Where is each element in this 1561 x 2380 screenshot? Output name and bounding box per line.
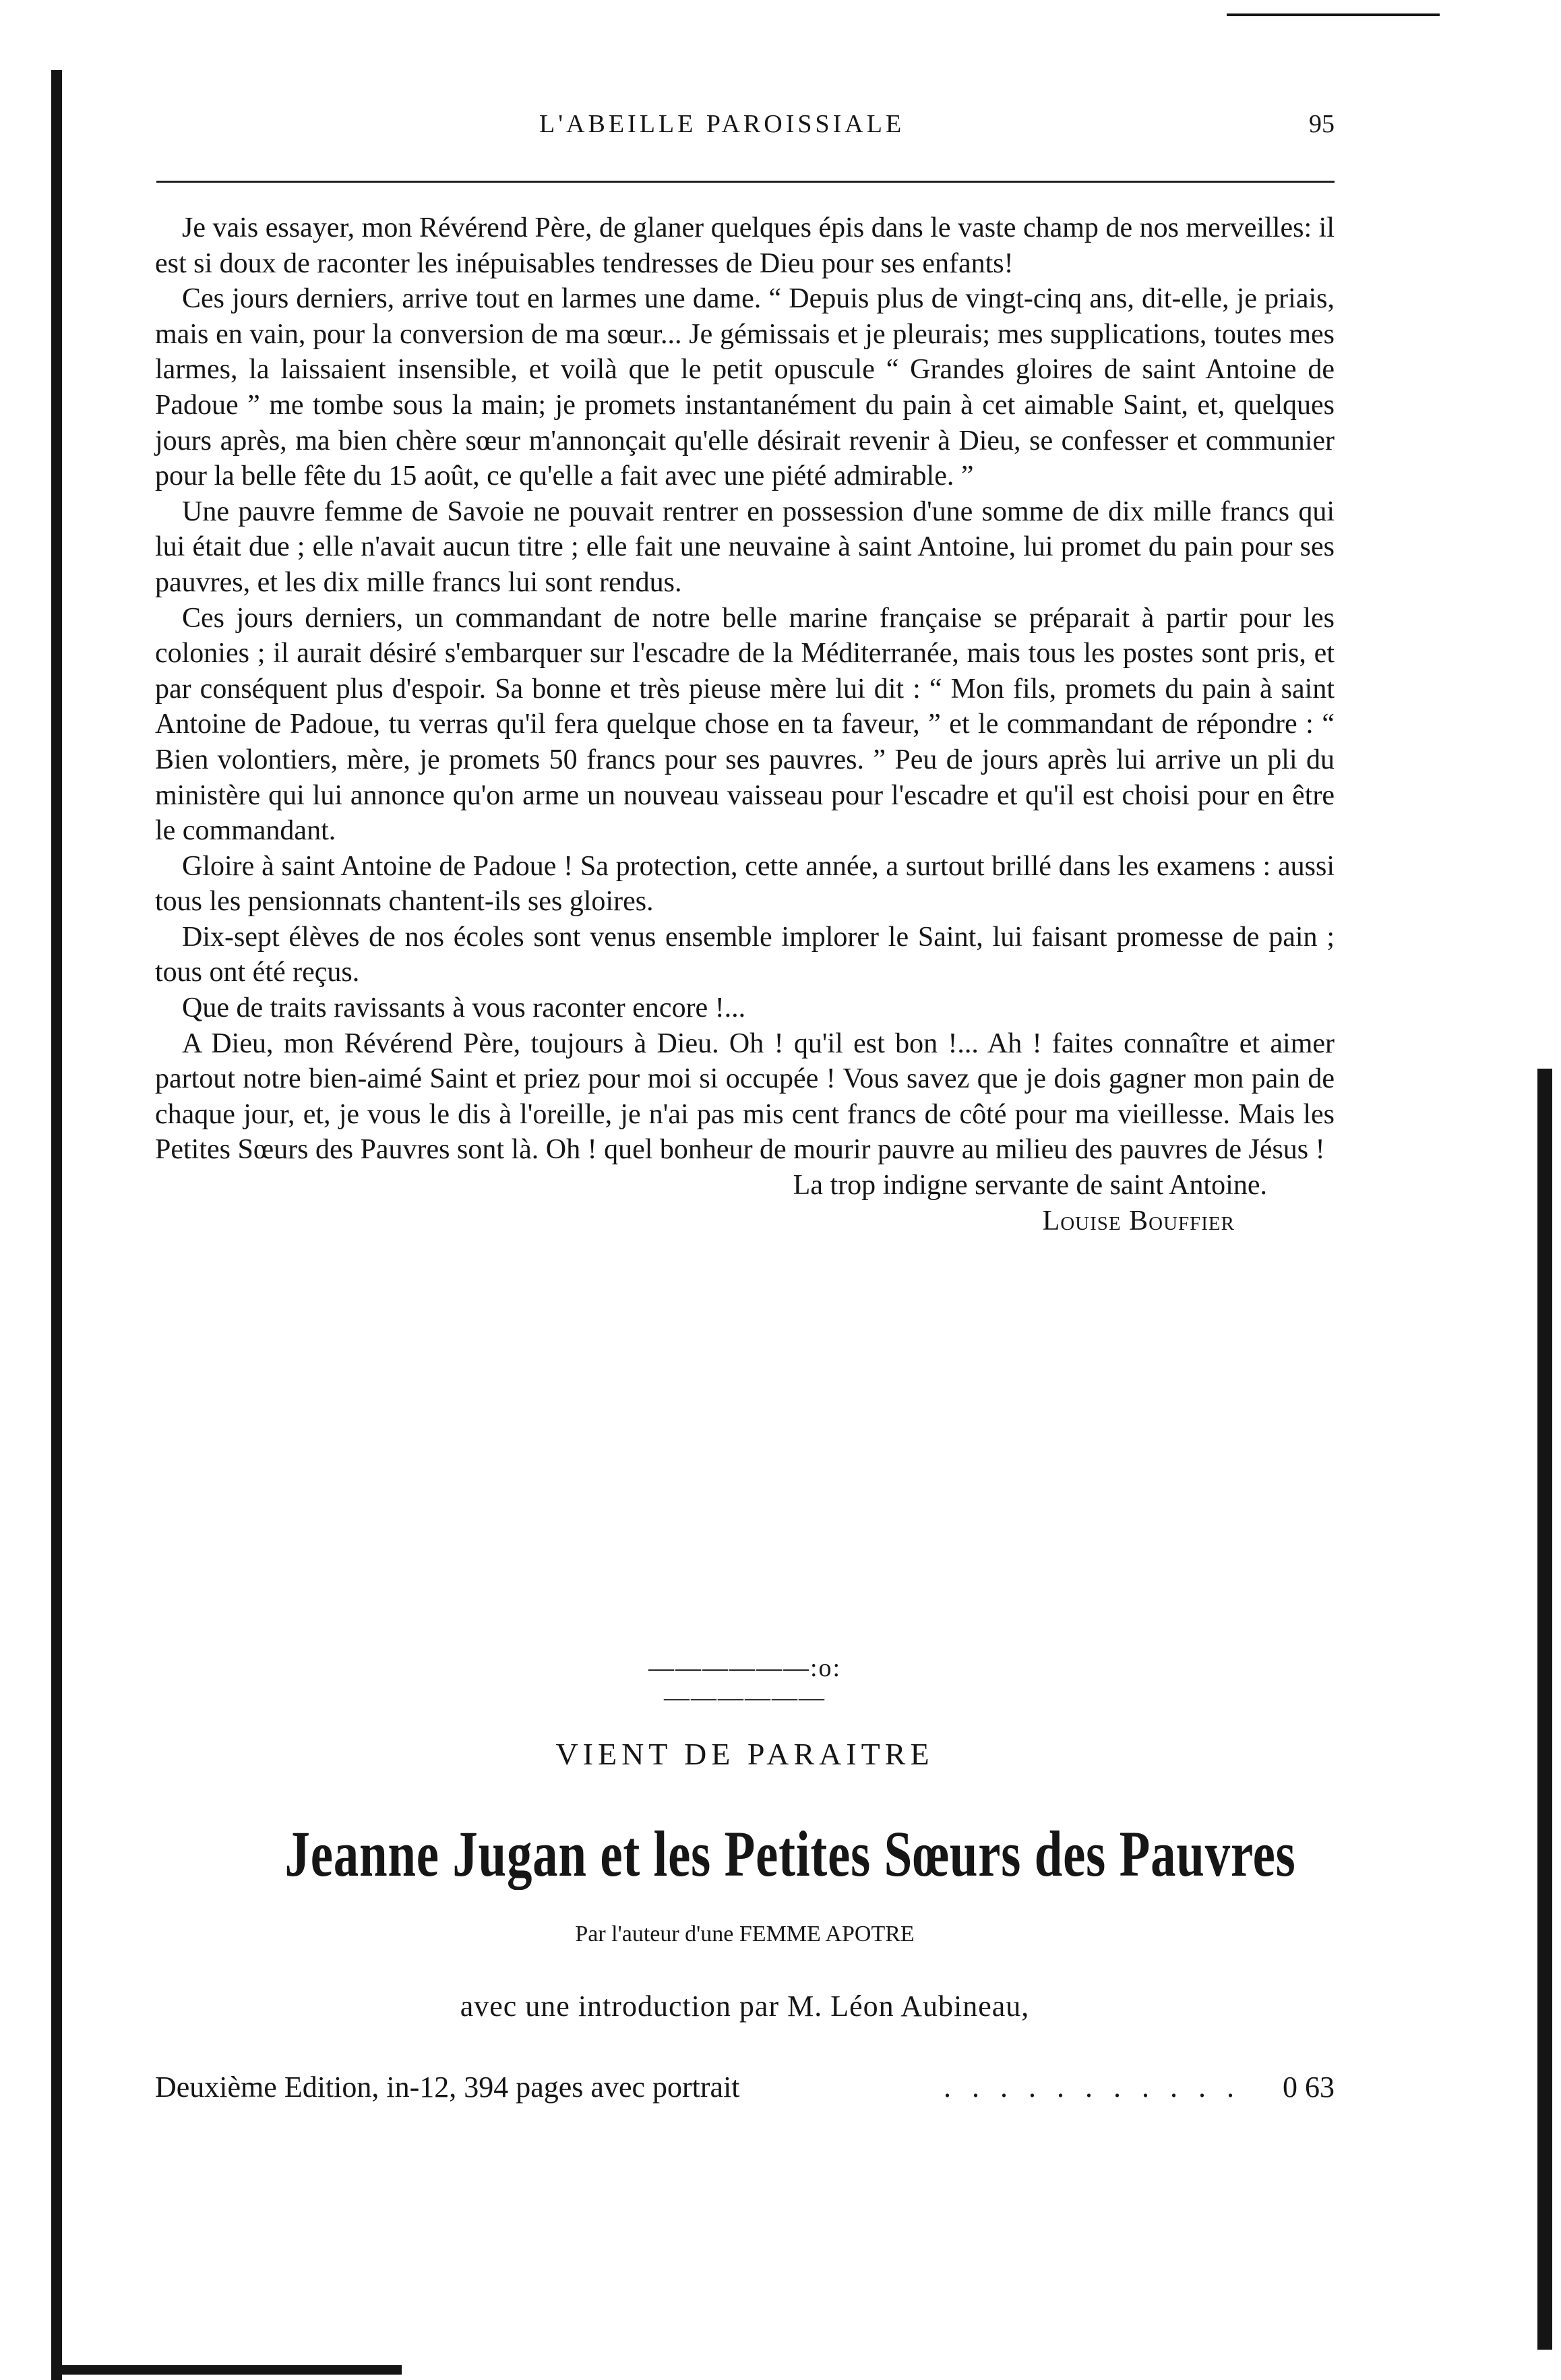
paragraph: Je vais essayer, mon Révérend Père, de glaner quelques épis dans le vaste champ de nos merveilles: il est si doux de raconter les inépuisables tendresses de Dieu pour ses enfants! [155, 212, 1335, 279]
advertisement-label: VIENT DE PARAITRE [555, 1737, 934, 1771]
scan-edge-right [1537, 1069, 1552, 2350]
page-number: 95 [1309, 110, 1335, 138]
edition-price: 0 63 [1283, 2071, 1335, 2104]
running-head [155, 109, 1335, 150]
advertisement-title: Jeanne Jugan et les Petites Sœurs des Pauvres [284, 1818, 1296, 1890]
advertisement-edition [155, 2070, 1335, 2110]
paragraph: Une pauvre femme de Savoie ne pouvait rentrer en possession d'une somme de dix mille francs qui lui était due ; elle n'avait aucun titre ; elle fait une neuvaine à saint Antoine, lui promet du pain pour ses pauvres, et les dix mille francs lui sont rendus. [155, 496, 1335, 598]
letter-body [155, 210, 1335, 1239]
signature: Louise Bouffier [1042, 1205, 1235, 1237]
advertisement-author: Par l'auteur d'une FEMME APOTRE [575, 1922, 915, 1946]
edition-description: Deuxième Edition, in-12, 394 pages avec portrait [155, 2071, 740, 2104]
section-separator: ——————:o:—————— [648, 1654, 842, 1712]
header-rule [156, 181, 1335, 183]
paragraph: Ces jours derniers, arrive tout en larmes une dame. “ Depuis plus de vingt-cinq ans, dit-elle, je priais, mais en vain, pour la conversion de ma sœur... Je gémissais et je pleurais; mes supplications, toutes mes larmes, la laissaient insensible, et voilà que le petit opuscule “ Grandes gloires de saint Antoine de Padoue ” me tombe sous la main; je promets instantanément du pain à cet aimable Saint, et, quelques jours après, ma bien chère sœur m'annonçait qu'elle désirait revenir à Dieu, se confesser et communier pour la belle fête du 15 août, ce qu'elle a fait avec une piété admirable. ” [155, 283, 1335, 492]
paragraph: Gloire à saint Antoine de Padoue ! Sa protection, cette année, a surtout brillé dans les examens : aussi tous les pensionnats chantent-ils ses gloires. [155, 850, 1335, 918]
scan-edge-left [51, 70, 62, 2380]
scan-edge-bottom [51, 2365, 402, 2375]
paragraph: Que de traits ravissants à vous raconter encore !... [182, 992, 746, 1024]
dot-leader: . . . . . . . . . . . [944, 2071, 1241, 2104]
paragraph: Ces jours derniers, un commandant de notre belle marine française se préparait à partir pour les colonies ; il aurait désiré s'embarquer sur l'escadre de la Méditerranée, mais tous les postes sont pris, et par conséquent plus d'espoir. Sa bonne et très pieuse mère lui dit : “ Mon fils, promets du pain à saint Antoine de Padoue, tu verras qu'il fera quelque chose en ta faveur, ” et le commandant de répondre : “ Bien volontiers, mère, je promets 50 francs pour ses pauvres. ” Peu de jours après lui arrive un pli du ministère qui lui annonce qu'on arme un nouveau vaisseau pour l'escadre et qu'il est choisi pour en être le commandant. [155, 602, 1335, 847]
paragraph: Dix-sept élèves de nos écoles sont venus ensemble implorer le Saint, lui faisant promesse de pain ; tous ont été reçus. [155, 921, 1335, 988]
advertisement-introduction: avec une introduction par M. Léon Aubineau, [460, 1990, 1030, 2023]
scan-edge-top [1227, 13, 1440, 16]
letter-closing: La trop indigne servante de saint Antoine. [793, 1170, 1267, 1201]
paragraph: A Dieu, mon Révérend Père, toujours à Dieu. Oh ! qu'il est bon !... Ah ! faites connaître et aimer partout notre bien-aimé Saint et priez pour moi si occupée ! Vous savez que je dois gagner mon pain de chaque jour, et, je vous le dis à l'oreille, je n'ai pas mis cent francs de côté pour ma vieillesse. Mais les Petites Sœurs des Pauvres sont là. Oh ! quel bonheur de mourir pauvre au milieu des pauvres de Jésus ! [155, 1028, 1335, 1166]
running-title: L'ABEILLE PAROISSIALE [539, 110, 905, 138]
